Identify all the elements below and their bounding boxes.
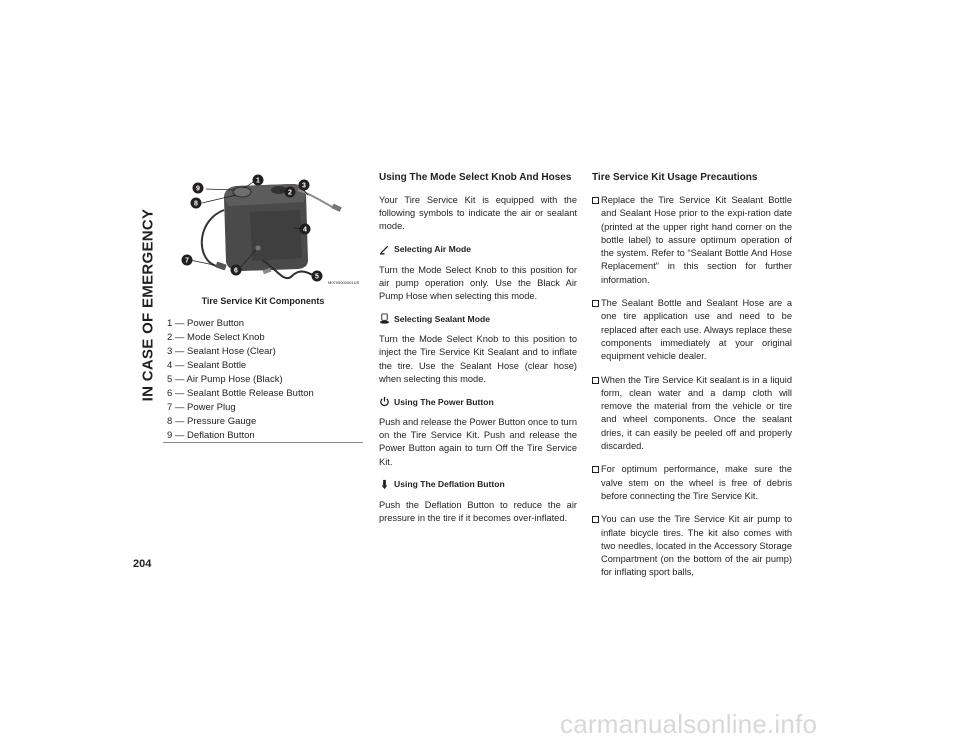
callout-2: 2 bbox=[288, 189, 292, 197]
deflation-button-text: Push the Deflation Button to reduce the air pressure in the tire if it becomes over-inflated. bbox=[379, 499, 577, 524]
sealant-mode-text: Turn the Mode Select Knob to this position to inject the Tire Service Kit Sealant and to inflate the tire. Use the Sealant Hose (clear hose) when selecting this mode. bbox=[379, 334, 577, 384]
deflation-button-heading-text: Using The Deflation Button bbox=[394, 479, 505, 490]
callout-7: 7 bbox=[185, 257, 189, 265]
precautions-list bbox=[592, 194, 792, 580]
power-button-text: Push and release the Power Button once to turn on the Tire Service Kit. Push and release the Power Button again to turn Off the Tire Service Kit. bbox=[379, 417, 577, 467]
callout-5: 5 bbox=[315, 273, 319, 281]
mode-section-title: Using The Mode Select Knob And Hoses bbox=[379, 172, 572, 183]
air-mode-heading-text: Selecting Air Mode bbox=[394, 244, 472, 255]
tire-service-kit-illustration bbox=[180, 168, 365, 296]
sealant-mode-heading bbox=[379, 313, 577, 324]
list-item: For optimum performance, make sure the valve stem on the wheel is free of debris before connecting the Tire Service Kit. bbox=[592, 463, 792, 503]
air-mode-text: Turn the Mode Select Knob to this position for air pump operation only. Use the Black Air Pump Hose when selecting this mode. bbox=[379, 264, 577, 302]
legend-item: 4 — Sealant Bottle bbox=[167, 360, 247, 371]
callout-8: 8 bbox=[194, 200, 198, 208]
sealant-mode-icon bbox=[379, 313, 390, 324]
list-item: Replace the Tire Service Kit Sealant Bottle and Sealant Hose prior to the expi-ration date (printed at the upper right hand corner on the bottle label) to assure optimum operation of the system. Refer to “Sealant Bottle And Hose Replacement” in this section for further information. bbox=[592, 194, 792, 287]
checkbox-bullet-icon bbox=[592, 377, 599, 384]
section-tab bbox=[137, 175, 159, 435]
checkbox-bullet-icon bbox=[592, 516, 599, 523]
mode-select-section bbox=[379, 172, 577, 535]
checkbox-bullet-icon bbox=[592, 197, 599, 204]
deflation-icon bbox=[379, 479, 390, 490]
callout-3: 3 bbox=[302, 182, 306, 190]
power-button-heading-text: Using The Power Button bbox=[394, 396, 494, 407]
legend-item: 7 — Power Plug bbox=[167, 402, 236, 413]
tire-service-kit-figure bbox=[180, 168, 365, 296]
checkbox-bullet-icon bbox=[592, 466, 599, 473]
section-tab-label: IN CASE OF EMERGENCY bbox=[139, 208, 157, 402]
page-number: 204 bbox=[133, 558, 152, 570]
legend-item: 9 — Deflation Button bbox=[167, 430, 255, 441]
figure-caption: Tire Service Kit Components bbox=[201, 296, 325, 306]
callout-9: 9 bbox=[196, 185, 200, 193]
callout-6: 6 bbox=[234, 267, 238, 275]
callout-4: 4 bbox=[303, 226, 307, 234]
checkbox-bullet-icon bbox=[592, 300, 599, 307]
precautions-title: Tire Service Kit Usage Precautions bbox=[592, 172, 758, 183]
component-legend bbox=[167, 317, 363, 443]
callout-1: 1 bbox=[256, 177, 260, 185]
legend-item: 8 — Pressure Gauge bbox=[167, 416, 257, 427]
air-mode-icon bbox=[379, 244, 390, 255]
legend-item: 5 — Air Pump Hose (Black) bbox=[167, 374, 283, 385]
deflation-button-heading bbox=[379, 479, 577, 490]
watermark: carmanualsonline.info bbox=[560, 709, 818, 739]
air-mode-heading bbox=[379, 244, 577, 255]
power-icon bbox=[379, 396, 390, 407]
legend-divider bbox=[163, 442, 363, 443]
legend-item: 2 — Mode Select Knob bbox=[167, 332, 265, 343]
legend-item: 6 — Sealant Bottle Release Button bbox=[167, 388, 314, 399]
precautions-section bbox=[592, 172, 792, 590]
legend-item: 3 — Sealant Hose (Clear) bbox=[167, 346, 276, 357]
list-item: The Sealant Bottle and Sealant Hose are a one tire application use and need to be replaced after each use. Always replace these components immediately at your original equipment vehicle dealer. bbox=[592, 297, 792, 363]
list-item: When the Tire Service Kit sealant is in a liquid form, clean water and a damp cloth will remove the material from the vehicle or tire and wheel components. Once the sealant dries, it can easily be peeled off and properly discarded. bbox=[592, 374, 792, 454]
list-item: You can use the Tire Service Kit air pump to inflate bicycle tires. The kit also comes with two needles, located in the Accessory Storage Compartment (on the bottom of the air pump) for inflating sport balls, bbox=[592, 513, 792, 579]
figure-code: M0709000001US bbox=[328, 280, 360, 285]
mode-intro: Your Tire Service Kit is equipped with the following symbols to indicate the air or sealant mode. bbox=[379, 195, 577, 232]
power-button-heading bbox=[379, 396, 577, 407]
sealant-mode-heading-text: Selecting Sealant Mode bbox=[394, 313, 490, 324]
legend-item: 1 — Power Button bbox=[167, 318, 245, 329]
